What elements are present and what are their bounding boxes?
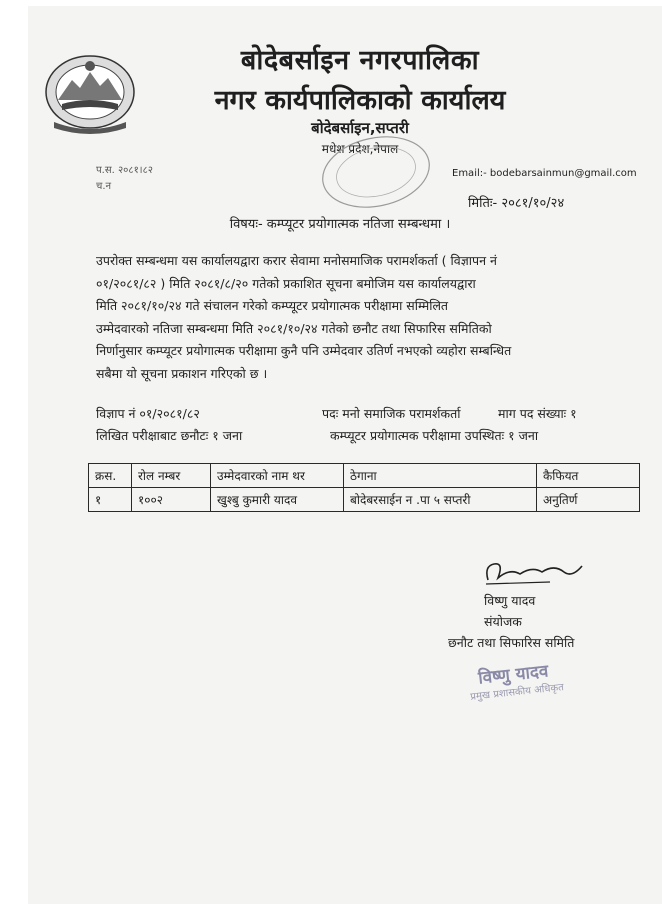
office-email: Email:- bodebarsainmun@gmail.com [452, 168, 637, 179]
advertisement-number: विज्ञाप नं ०१/२०८१/८२ [96, 406, 200, 421]
signatory-name: विष्णु यादव [484, 593, 536, 608]
letter-subject: विषयः- कम्प्यूटर प्रयोगात्मक नतिजा सम्बन्धमा । [229, 217, 451, 232]
body-line: मिति २०८१/१०/२४ गते संचालन गरेको कम्प्यूटर प्रयोगात्मक परीक्षामा सम्मिलित [96, 298, 449, 313]
table-cell: अनुतिर्ण [537, 488, 640, 512]
written-selected: लिखित परीक्षाबाट छनौटः १ जना [96, 428, 243, 443]
table-header: ठेगाना [344, 464, 537, 488]
table-header: रोल नम्बर [132, 464, 211, 488]
office-stamp-icon [316, 132, 436, 212]
body-line: सबैमा यो सूचना प्रकाशन गरिएको छ । [96, 365, 268, 381]
post-name: पदः मनो समाजिक परामर्शकर्ता [322, 406, 461, 421]
table-header: उम्मेदवारको नाम थर [211, 464, 344, 488]
result-table [88, 463, 640, 512]
signature-icon [480, 556, 590, 592]
office-name: नगर कार्यपालिकाको कार्यालय [214, 85, 506, 116]
table-cell: खुश्बु कुमारी यादव [211, 488, 344, 512]
table-header: क्रस. [89, 464, 132, 488]
dispatch-number: च.न [96, 181, 112, 192]
name-stamp: विष्णु यादव [477, 661, 550, 689]
municipality-name: बोदेबर्साइन नगरपालिका [240, 45, 480, 76]
reference-number: प.स. २०८१।८२ [96, 165, 153, 176]
table-cell: १००२ [132, 488, 211, 512]
table-row [89, 488, 640, 512]
letter-date: मितिः- २०८१/१०/२४ [468, 196, 565, 211]
office-location: बोदेबर्साइन,सप्तरी [311, 119, 409, 137]
computer-present: कम्प्यूटर प्रयोगात्मक परीक्षामा उपस्थितः १ जना [330, 428, 539, 443]
municipality-emblem-icon [42, 52, 138, 138]
body-line: उम्मेदवारको नतिजा सम्बन्धमा मिति २०८१/१०/२४ गतेको छनौट तथा सिफारिस समितिको [96, 320, 492, 336]
table-cell: बोदेबरसाईन न .पा ५ सप्तरी [344, 488, 537, 512]
table-header: कैफियत [537, 464, 640, 488]
table-cell: १ [89, 488, 132, 512]
office-province: मधेश प्रदेश,नेपाल [321, 142, 399, 156]
body-line: ०१/२०८१/८२ ) मिति २०८१/८/२० गतेको प्रकाशित सूचना बमोजिम यस कार्यालयद्वारा [96, 275, 476, 291]
signatory-committee: छनौट तथा सिफारिस समिति [448, 635, 575, 650]
body-line: उपरोक्त सम्बन्धमा यस कार्यालयद्वारा करार सेवामा मनोसमाजिक परामर्शकर्ता ( विज्ञापन नं [96, 253, 497, 268]
letter-body [96, 250, 606, 385]
body-line: निर्णानुसार कम्प्यूटर प्रयोगात्मक परीक्षामा कुनै पनि उम्मेदवार उतिर्ण नभएको व्यहोरा सम्बन्धित [96, 343, 512, 358]
demand-count: माग पद संख्याः १ [498, 406, 577, 421]
signatory-role: संयोजक [484, 614, 522, 629]
name-stamp-designation: प्रमुख प्रशासकीय अधिकृत [469, 682, 565, 703]
table-header-row [89, 464, 640, 488]
